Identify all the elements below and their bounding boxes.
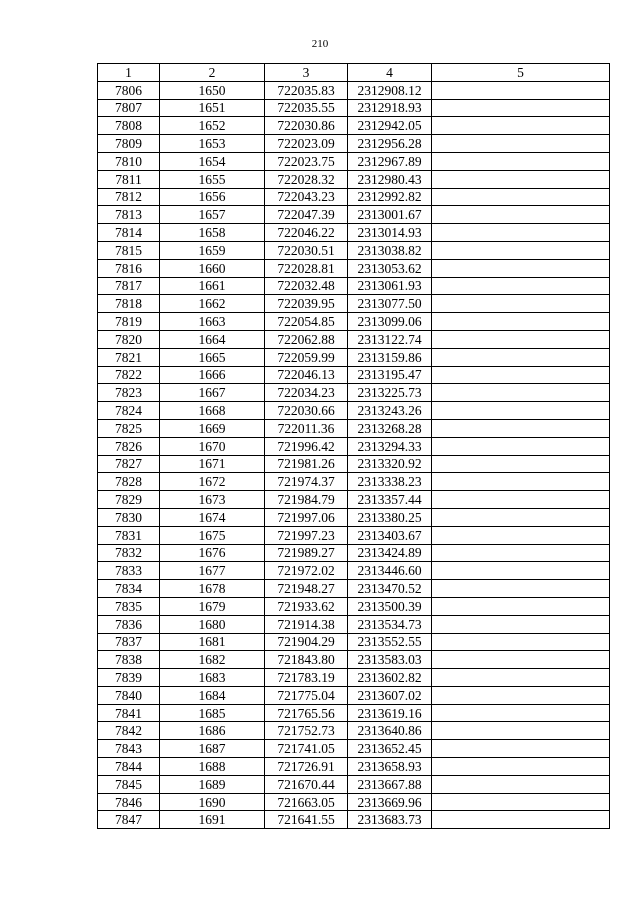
table-cell-col5 [432,758,610,776]
table-cell-col1: 7819 [98,313,160,331]
table-cell-col3: 721997.23 [265,526,348,544]
table-cell-col2: 1663 [160,313,265,331]
table-row [98,384,610,402]
table-cell-col5 [432,615,610,633]
table-cell-col1: 7823 [98,384,160,402]
table-cell-col3: 722028.32 [265,170,348,188]
table-cell-col1: 7830 [98,508,160,526]
table-cell-col3: 721783.19 [265,669,348,687]
table-row [98,224,610,242]
table-cell-col2: 1657 [160,206,265,224]
table-row [98,562,610,580]
table-cell-col2: 1659 [160,241,265,259]
table-cell-col5 [432,597,610,615]
table-row [98,295,610,313]
table-row [98,135,610,153]
table-cell-col3: 721972.02 [265,562,348,580]
coordinates-table [97,63,610,829]
table-cell-col1: 7814 [98,224,160,242]
table-cell-col2: 1654 [160,152,265,170]
table-cell-col4: 2313053.62 [348,259,432,277]
table-cell-col3: 721981.26 [265,455,348,473]
table-cell-col1: 7831 [98,526,160,544]
table-cell-col5 [432,224,610,242]
table-cell-col2: 1673 [160,491,265,509]
table-cell-col1: 7841 [98,704,160,722]
table-cell-col3: 722059.99 [265,348,348,366]
table-cell-col2: 1676 [160,544,265,562]
table-cell-col2: 1671 [160,455,265,473]
table-cell-col4: 2313159.86 [348,348,432,366]
table-cell-col4: 2313683.73 [348,811,432,829]
table-cell-col4: 2313500.39 [348,597,432,615]
table-cell-col2: 1672 [160,473,265,491]
table-row [98,704,610,722]
table-cell-col2: 1658 [160,224,265,242]
table-cell-col4: 2313338.23 [348,473,432,491]
table-cell-col4: 2313534.73 [348,615,432,633]
table-cell-col1: 7806 [98,81,160,99]
table-cell-col5 [432,402,610,420]
table-cell-col1: 7809 [98,135,160,153]
table-row [98,188,610,206]
table-cell-col1: 7845 [98,775,160,793]
table-header [98,64,610,82]
table-cell-col4: 2313652.45 [348,740,432,758]
table-cell-col2: 1687 [160,740,265,758]
table-cell-col2: 1688 [160,758,265,776]
table-cell-col4: 2313403.67 [348,526,432,544]
table-cell-col3: 722030.66 [265,402,348,420]
table-cell-col1: 7822 [98,366,160,384]
table-row [98,651,610,669]
table-cell-col2: 1684 [160,686,265,704]
table-cell-col1: 7834 [98,580,160,598]
table-cell-col4: 2313424.89 [348,544,432,562]
table-row [98,686,610,704]
table-cell-col3: 721997.06 [265,508,348,526]
table-cell-col5 [432,740,610,758]
table-cell-col4: 2313583.03 [348,651,432,669]
table-cell-col3: 721948.27 [265,580,348,598]
table-cell-col3: 722046.13 [265,366,348,384]
table-cell-col5 [432,117,610,135]
table-cell-col5 [432,526,610,544]
table-cell-col2: 1667 [160,384,265,402]
table-cell-col3: 721974.37 [265,473,348,491]
table-row [98,722,610,740]
table-cell-col1: 7813 [98,206,160,224]
table-cell-col1: 7838 [98,651,160,669]
table-cell-col1: 7842 [98,722,160,740]
table-row [98,775,610,793]
table-cell-col4: 2313669.96 [348,793,432,811]
table-cell-col4: 2312992.82 [348,188,432,206]
table-cell-col1: 7810 [98,152,160,170]
table-cell-col4: 2313268.28 [348,419,432,437]
table-cell-col2: 1652 [160,117,265,135]
table-cell-col1: 7829 [98,491,160,509]
table-cell-col2: 1677 [160,562,265,580]
table-cell-col3: 722043.23 [265,188,348,206]
table-cell-col4: 2313470.52 [348,580,432,598]
table-row [98,330,610,348]
table-cell-col5 [432,384,610,402]
table-cell-col1: 7821 [98,348,160,366]
table-cell-col4: 2313640.86 [348,722,432,740]
table-cell-col5 [432,419,610,437]
table-cell-col1: 7820 [98,330,160,348]
table-cell-col3: 721914.38 [265,615,348,633]
table-cell-col4: 2312956.28 [348,135,432,153]
table-cell-col4: 2313446.60 [348,562,432,580]
table-cell-col4: 2313014.93 [348,224,432,242]
table-cell-col2: 1660 [160,259,265,277]
table-cell-col3: 722030.86 [265,117,348,135]
table-cell-col3: 721726.91 [265,758,348,776]
table-cell-col1: 7836 [98,615,160,633]
table-cell-col2: 1689 [160,775,265,793]
table-row [98,437,610,455]
table-cell-col5 [432,544,610,562]
table-row [98,508,610,526]
table-cell-col3: 721670.44 [265,775,348,793]
table-cell-col4: 2313607.02 [348,686,432,704]
table-cell-col1: 7833 [98,562,160,580]
table-cell-col3: 722035.55 [265,99,348,117]
table-cell-col1: 7824 [98,402,160,420]
table-cell-col5 [432,775,610,793]
table-cell-col1: 7812 [98,188,160,206]
table-cell-col5 [432,99,610,117]
table-cell-col4: 2312908.12 [348,81,432,99]
table-cell-col3: 721933.62 [265,597,348,615]
table-cell-col5 [432,562,610,580]
column-header-5: 5 [432,64,610,82]
table-cell-col5 [432,241,610,259]
table-cell-col2: 1674 [160,508,265,526]
table-row [98,402,610,420]
table-cell-col1: 7816 [98,259,160,277]
table-cell-col3: 722062.88 [265,330,348,348]
table-cell-col2: 1681 [160,633,265,651]
table-body [98,81,610,828]
table-row [98,152,610,170]
table-cell-col2: 1669 [160,419,265,437]
table-cell-col2: 1668 [160,402,265,420]
table-cell-col5 [432,135,610,153]
table-cell-col2: 1653 [160,135,265,153]
table-cell-col2: 1683 [160,669,265,687]
table-cell-col2: 1665 [160,348,265,366]
table-cell-col2: 1661 [160,277,265,295]
table-row [98,473,610,491]
table-cell-col3: 721752.73 [265,722,348,740]
table-cell-col4: 2313619.16 [348,704,432,722]
table-row [98,241,610,259]
table-cell-col2: 1690 [160,793,265,811]
table-cell-col1: 7832 [98,544,160,562]
table-cell-col5 [432,206,610,224]
table-row [98,544,610,562]
table-cell-col5 [432,348,610,366]
table-cell-col5 [432,170,610,188]
table-cell-col1: 7846 [98,793,160,811]
table-cell-col3: 721996.42 [265,437,348,455]
table-cell-col5 [432,669,610,687]
table-cell-col3: 721904.29 [265,633,348,651]
table-cell-col5 [432,330,610,348]
table-cell-col3: 721663.05 [265,793,348,811]
table-cell-col2: 1666 [160,366,265,384]
table-cell-col4: 2313667.88 [348,775,432,793]
table-cell-col3: 722034.23 [265,384,348,402]
table-row [98,633,610,651]
table-cell-col2: 1670 [160,437,265,455]
table-cell-col3: 722023.75 [265,152,348,170]
table-cell-col1: 7828 [98,473,160,491]
table-cell-col2: 1686 [160,722,265,740]
table-cell-col1: 7817 [98,277,160,295]
table-cell-col1: 7807 [98,99,160,117]
table-cell-col4: 2313320.92 [348,455,432,473]
table-cell-col1: 7815 [98,241,160,259]
table-cell-col4: 2312980.43 [348,170,432,188]
table-cell-col1: 7844 [98,758,160,776]
table-cell-col3: 722039.95 [265,295,348,313]
table-cell-col5 [432,277,610,295]
table-cell-col2: 1656 [160,188,265,206]
table-row [98,117,610,135]
table-cell-col3: 722023.09 [265,135,348,153]
table-cell-col1: 7818 [98,295,160,313]
table-cell-col5 [432,313,610,331]
table-row [98,419,610,437]
table-cell-col4: 2313602.82 [348,669,432,687]
table-row [98,206,610,224]
table-cell-col3: 721843.80 [265,651,348,669]
table-cell-col5 [432,81,610,99]
table-row [98,259,610,277]
table-cell-col4: 2313061.93 [348,277,432,295]
table-row [98,615,610,633]
table-cell-col3: 721765.56 [265,704,348,722]
table-row [98,366,610,384]
table-cell-col3: 721641.55 [265,811,348,829]
table-cell-col3: 722047.39 [265,206,348,224]
table-cell-col2: 1680 [160,615,265,633]
table-cell-col5 [432,295,610,313]
table-cell-col3: 722032.48 [265,277,348,295]
table-cell-col5 [432,704,610,722]
table-cell-col5 [432,722,610,740]
table-cell-col4: 2313658.93 [348,758,432,776]
table-cell-col5 [432,508,610,526]
table-cell-col1: 7826 [98,437,160,455]
table-cell-col1: 7839 [98,669,160,687]
table-row [98,526,610,544]
table-cell-col3: 722046.22 [265,224,348,242]
table-row [98,99,610,117]
table-cell-col3: 721741.05 [265,740,348,758]
table-cell-col2: 1675 [160,526,265,544]
table-cell-col3: 722028.81 [265,259,348,277]
table-cell-col1: 7825 [98,419,160,437]
table-cell-col5 [432,580,610,598]
column-header-1: 1 [98,64,160,82]
table-cell-col4: 2313552.55 [348,633,432,651]
table-cell-col5 [432,651,610,669]
table-cell-col5 [432,811,610,829]
table-row [98,597,610,615]
table-row [98,170,610,188]
table-cell-col4: 2313243.26 [348,402,432,420]
table-cell-col4: 2313225.73 [348,384,432,402]
table-cell-col2: 1679 [160,597,265,615]
table-row [98,811,610,829]
table-cell-col4: 2313099.06 [348,313,432,331]
table-cell-col3: 721775.04 [265,686,348,704]
table-cell-col1: 7843 [98,740,160,758]
table-row [98,491,610,509]
table-cell-col1: 7827 [98,455,160,473]
table-cell-col4: 2313380.25 [348,508,432,526]
table-cell-col3: 721984.79 [265,491,348,509]
table-cell-col3: 722035.83 [265,81,348,99]
table-row [98,793,610,811]
table-row [98,580,610,598]
table-cell-col5 [432,455,610,473]
table-cell-col4: 2313294.33 [348,437,432,455]
table-cell-col3: 721989.27 [265,544,348,562]
table-cell-col4: 2312942.05 [348,117,432,135]
table-cell-col5 [432,473,610,491]
header-row [98,64,610,82]
table-cell-col2: 1651 [160,99,265,117]
table-cell-col5 [432,366,610,384]
table-row [98,669,610,687]
table-row [98,740,610,758]
table-cell-col4: 2312918.93 [348,99,432,117]
table-cell-col4: 2313357.44 [348,491,432,509]
column-header-3: 3 [265,64,348,82]
table-cell-col5 [432,633,610,651]
table-cell-col2: 1662 [160,295,265,313]
table-cell-col5 [432,437,610,455]
table-cell-col5 [432,188,610,206]
table-cell-col1: 7835 [98,597,160,615]
table-cell-col4: 2313195.47 [348,366,432,384]
table-cell-col2: 1682 [160,651,265,669]
table-cell-col1: 7808 [98,117,160,135]
table-cell-col3: 722030.51 [265,241,348,259]
table-cell-col4: 2313077.50 [348,295,432,313]
table-cell-col1: 7847 [98,811,160,829]
table-cell-col2: 1691 [160,811,265,829]
table-cell-col5 [432,152,610,170]
table-row [98,348,610,366]
table-row [98,313,610,331]
table-cell-col4: 2313122.74 [348,330,432,348]
table-row [98,277,610,295]
table-cell-col2: 1664 [160,330,265,348]
table-cell-col2: 1685 [160,704,265,722]
table-cell-col3: 722054.85 [265,313,348,331]
table-cell-col1: 7811 [98,170,160,188]
column-header-4: 4 [348,64,432,82]
table-row [98,455,610,473]
table-cell-col5 [432,793,610,811]
table-cell-col4: 2313001.67 [348,206,432,224]
table-cell-col4: 2312967.89 [348,152,432,170]
table-cell-col2: 1650 [160,81,265,99]
table-cell-col1: 7840 [98,686,160,704]
page-number: 210 [311,38,329,50]
table-cell-col1: 7837 [98,633,160,651]
table-cell-col5 [432,686,610,704]
table-row [98,81,610,99]
table-cell-col3: 722011.36 [265,419,348,437]
table-cell-col5 [432,259,610,277]
table-cell-col2: 1655 [160,170,265,188]
table-cell-col2: 1678 [160,580,265,598]
table-cell-col5 [432,491,610,509]
column-header-2: 2 [160,64,265,82]
table-row [98,758,610,776]
table-cell-col4: 2313038.82 [348,241,432,259]
